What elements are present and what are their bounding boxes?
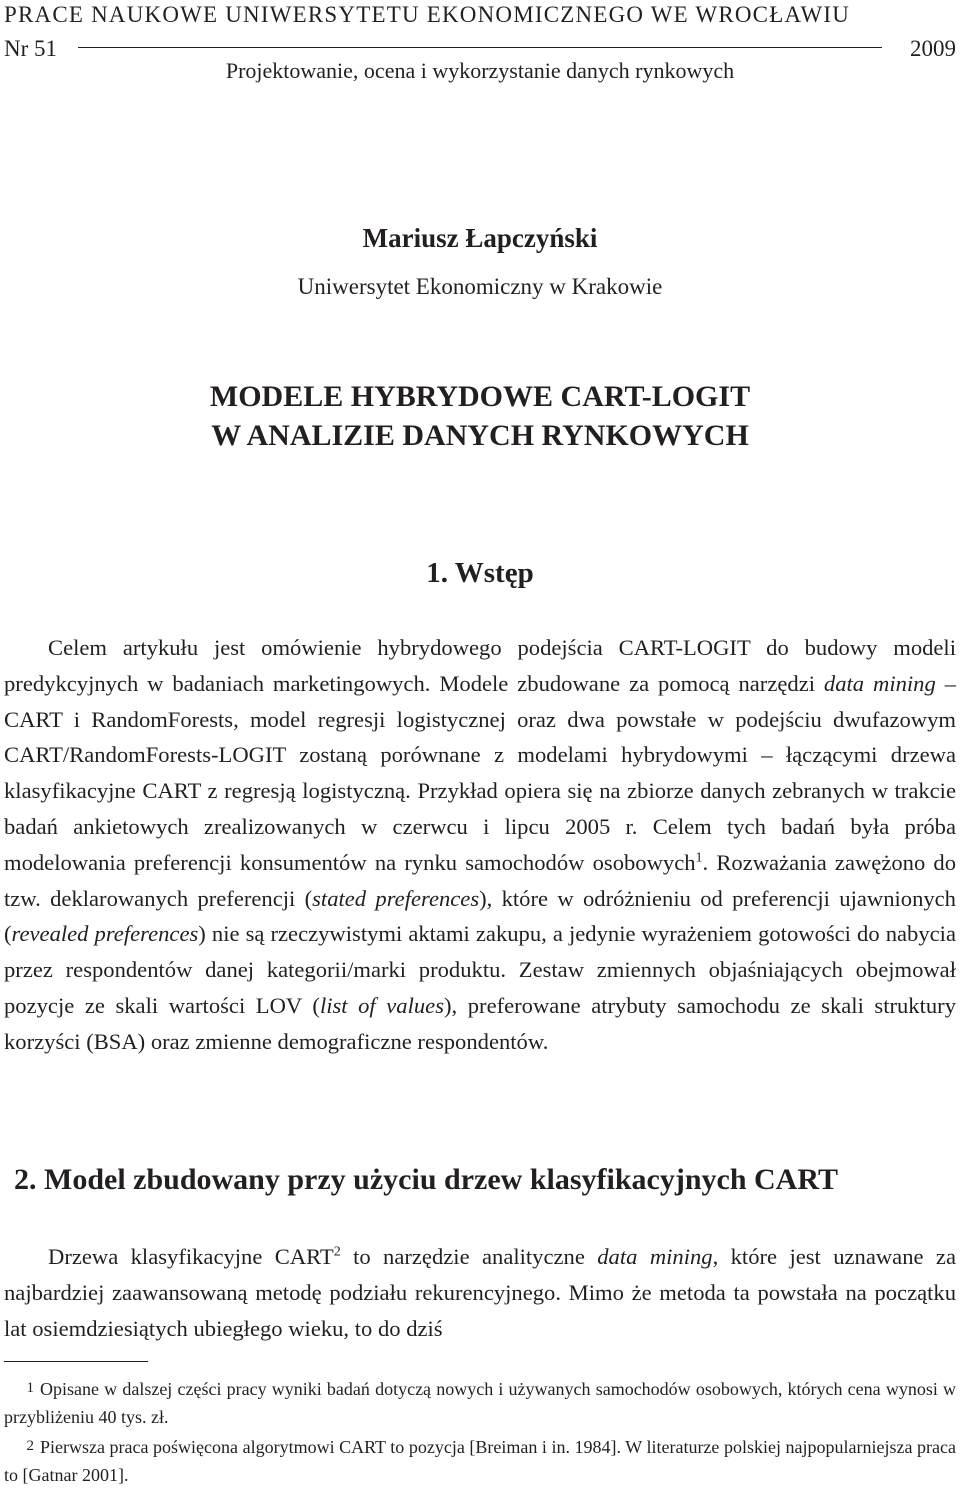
paper-title-line-1: MODELE HYBRYDOWE CART-LOGIT [209,380,751,413]
footnote-separator [4,1361,148,1362]
paper-title [0,377,960,455]
footnote-2: 2 Pierwsza praca poświęcona algorytmowi CART to pozycja [Breiman i in. 1984]. W literaturze polskiej najpopularniejsza praca to [Gatnar 2001]. [4,1437,956,1485]
section-2-paragraph: Drzewa klasyfikacyjne CART$^2$ to narzędzie analityczne data mining, które jest uznawane za najbardziej zaawansowaną metodę podziału rekurencyjnego. Mimo że metoda ta powstała na początku lat osiemdziesiątych ubiegłego wieku, to do dziś [4,1244,956,1341]
volume-title: Projektowanie, ocena i wykorzystanie danych rynkowych [225,58,735,83]
footnote-1: 1 Opisane w dalszej części pracy wyniki badań dotyczą nowych i używanych samochodów osobowych, których cena wynosi w przybliżeniu 40 tys. zł. [4,1379,956,1427]
section-1-paragraph: Celem artykułu jest omówienie hybrydowego podejścia CART-LOGIT do budowy modeli predykcyjnych w badaniach marketingowych. Modele zbudowane za pomocą narzędzi data mining – CART i RandomForests, model regresji logistycznej oraz dwa powstałe w podejściu dwufazowym CART/RandomForests-LOGIT zostaną porównane z modelami hybrydowymi – łączącymi drzewa klasyfikacyjne CART z regresją logistyczną. Przykład opiera się na zbiorze danych zebranych w trakcie badań ankietowych zrealizowanych w czerwcu i lipcu 2005 r. Celem tych badań była próba modelowania preferencji konsumentów na rynku samochodów osobowych$^1$. Rozważania zawężono do tzw. deklarowanych preferencji (stated preferences), które w odróżnieniu od preferencji ujawnionych (revealed preferences) nie są rzeczywistymi aktami zakupu, a jedynie wyrażeniem gotowości do nabycia przez respondentów danej kategorii/marki produktu. Zestaw zmiennych objaśniających obejmował pozycje ze skali wartości LOV (list of values), preferowane atrybuty samochodu ze skali struktury korzyści (BSA) oraz zmienne demograficzne respondentów. [4,635,957,1054]
paper-title-line-2: W ANALIZIE DANYCH RYNKOWYCH [211,419,749,452]
section-2-heading: 2. Model zbudowany przy użyciu drzew klasyfikacyjnych CART [14,1163,838,1196]
header-rule [78,47,882,48]
author-affiliation: Uniwersytet Ekonomiczny w Krakowie [297,274,663,299]
journal-series: PRACE NAUKOWE UNIWERSYTETU EKONOMICZNEGO WE WROCŁAWIU [4,2,851,27]
issue-year: 2009 [910,36,956,61]
footnote-ref-1: 1 [695,850,703,866]
author-name: Mariusz Łapczyński [362,223,598,253]
footnote-ref-2: 2 [333,1244,341,1260]
issue-number: Nr 51 [4,36,58,61]
section-1-heading: 1. Wstęp [426,557,534,589]
